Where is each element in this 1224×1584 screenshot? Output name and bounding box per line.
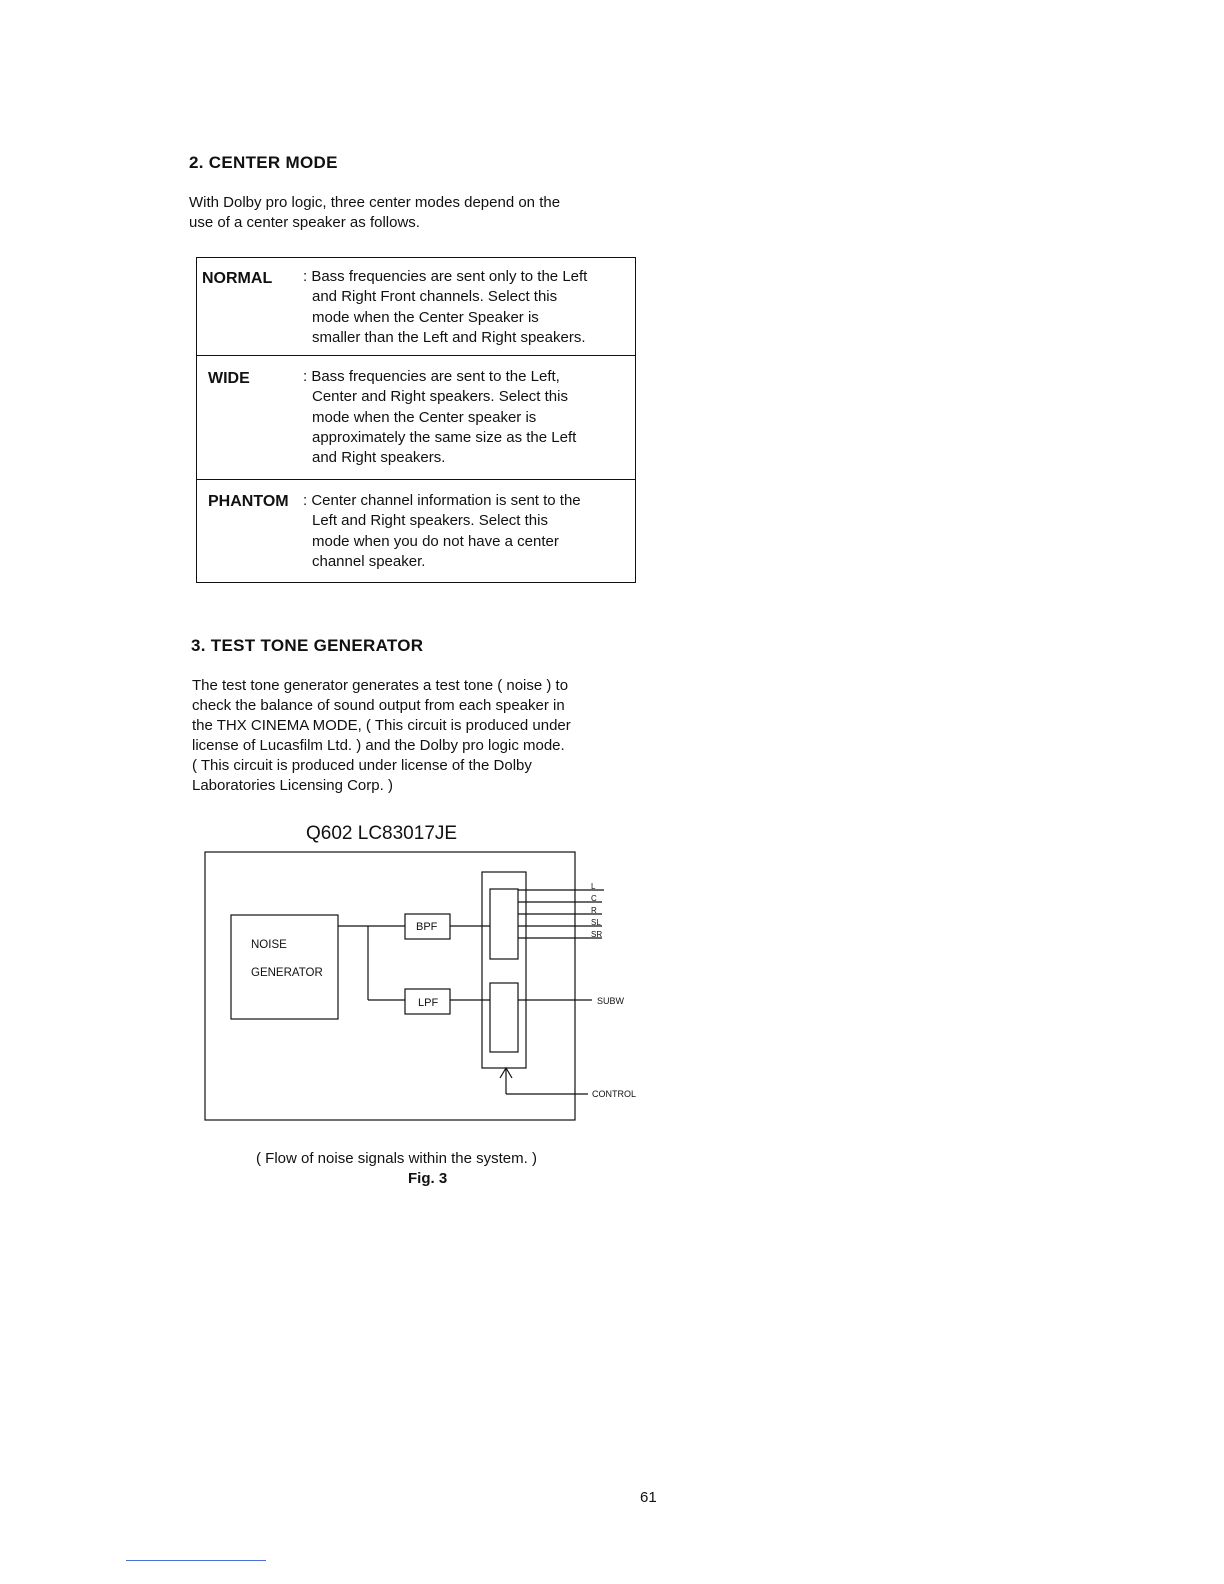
control-label: CONTROL bbox=[592, 1089, 637, 1099]
output-label-l: L bbox=[591, 882, 596, 891]
desc-line: approximately the same size as the Left bbox=[312, 428, 577, 446]
desc-line: mode when you do not have a center bbox=[312, 532, 559, 550]
output-label-sl: SL bbox=[591, 918, 601, 927]
desc-line: : Center channel information is sent to the bbox=[303, 492, 581, 509]
desc-line: and Right speakers. bbox=[312, 449, 446, 467]
desc-line: mode when the Center Speaker is bbox=[312, 308, 539, 326]
bottom-rule bbox=[126, 1560, 266, 1561]
body-line: the THX CINEMA MODE, ( This circuit is produced under bbox=[192, 717, 571, 734]
section-2-heading: 2. CENTER MODE bbox=[189, 153, 338, 172]
mode-name: NORMAL bbox=[202, 270, 273, 287]
body-line: The test tone generator generates a test tone ( noise ) to bbox=[192, 677, 569, 694]
desc-line: Center and Right speakers. Select this bbox=[312, 388, 568, 406]
bpf-label: BPF bbox=[416, 921, 438, 933]
body-line: Laboratories Licensing Corp. ) bbox=[192, 777, 393, 794]
desc-line: smaller than the Left and Right speakers. bbox=[312, 328, 586, 346]
generator-label: GENERATOR bbox=[251, 967, 323, 979]
section-3-heading: 3. TEST TONE GENERATOR bbox=[191, 636, 424, 655]
figure-caption: ( Flow of noise signals within the system. ) bbox=[256, 1150, 537, 1167]
switch-lower bbox=[490, 983, 518, 1052]
intro-line: use of a center speaker as follows. bbox=[189, 214, 420, 231]
desc-line: : Bass frequencies are sent to the Left, bbox=[303, 368, 560, 385]
noise-label: NOISE bbox=[251, 939, 287, 951]
desc-line: : Bass frequencies are sent only to the Left bbox=[303, 268, 588, 285]
body-line: license of Lucasfilm Ltd. ) and the Dolby pro logic mode. bbox=[192, 737, 565, 754]
switch-upper bbox=[490, 889, 518, 959]
desc-line: and Right Front channels. Select this bbox=[312, 288, 558, 306]
lpf-label: LPF bbox=[418, 997, 439, 1009]
page-number: 61 bbox=[640, 1489, 657, 1506]
output-label-c: C bbox=[591, 894, 597, 903]
chip-label: Q602 LC83017JE bbox=[306, 823, 458, 844]
mode-name: PHANTOM bbox=[208, 493, 289, 510]
subw-label: SUBW bbox=[597, 996, 624, 1006]
desc-line: mode when the Center speaker is bbox=[312, 408, 537, 426]
desc-line: channel speaker. bbox=[312, 552, 426, 570]
intro-line: With Dolby pro logic, three center modes depend on the bbox=[189, 194, 561, 211]
output-label-r: R bbox=[591, 906, 597, 915]
desc-line: Left and Right speakers. Select this bbox=[312, 512, 548, 530]
figure-label: Fig. 3 bbox=[408, 1170, 448, 1187]
body-line: check the balance of sound output from each speaker in bbox=[192, 697, 565, 714]
mode-name: WIDE bbox=[208, 370, 250, 387]
body-line: ( This circuit is produced under license of the Dolby bbox=[192, 757, 532, 774]
output-label-sr: SR bbox=[591, 930, 603, 939]
chip-outline bbox=[205, 852, 575, 1120]
